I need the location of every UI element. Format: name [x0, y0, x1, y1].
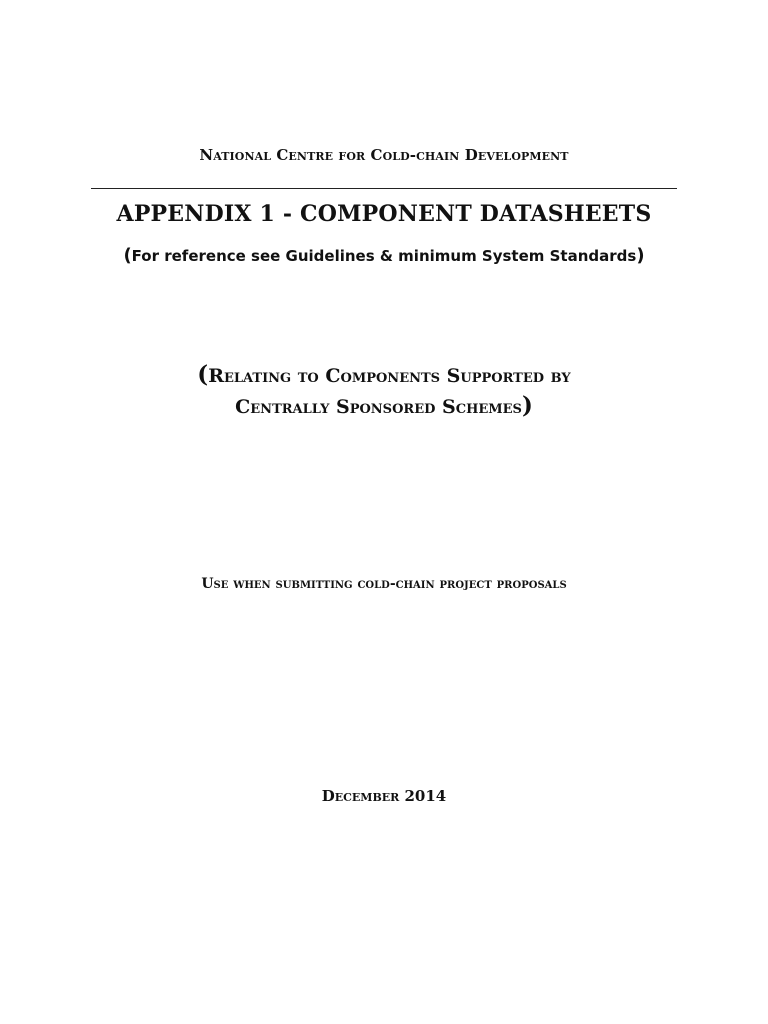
scope-line-1-text: Relating to Components Supported by	[208, 365, 571, 387]
scope-open-paren: (	[197, 361, 209, 388]
scope-close-paren: )	[521, 392, 533, 419]
document-subtitle	[0, 245, 768, 266]
scope-line-1	[0, 360, 768, 391]
scope-line-2	[0, 391, 768, 422]
subtitle-open-paren: (	[123, 245, 132, 266]
document-title: APPENDIX 1 - COMPONENT DATASHEETS	[116, 201, 652, 227]
usage-note: Use when submitting cold-chain project proposals	[201, 576, 567, 592]
scope-statement	[0, 360, 768, 422]
publication-date: December 2014	[321, 787, 447, 805]
subtitle-text: For reference see Guidelines & minimum System Standards	[131, 247, 637, 265]
header-divider	[91, 188, 677, 189]
scope-line-2-text: Centrally Sponsored Schemes	[235, 396, 522, 418]
organization-name: National Centre for Cold-chain Development	[199, 146, 569, 164]
subtitle-close-paren: )	[636, 245, 645, 266]
